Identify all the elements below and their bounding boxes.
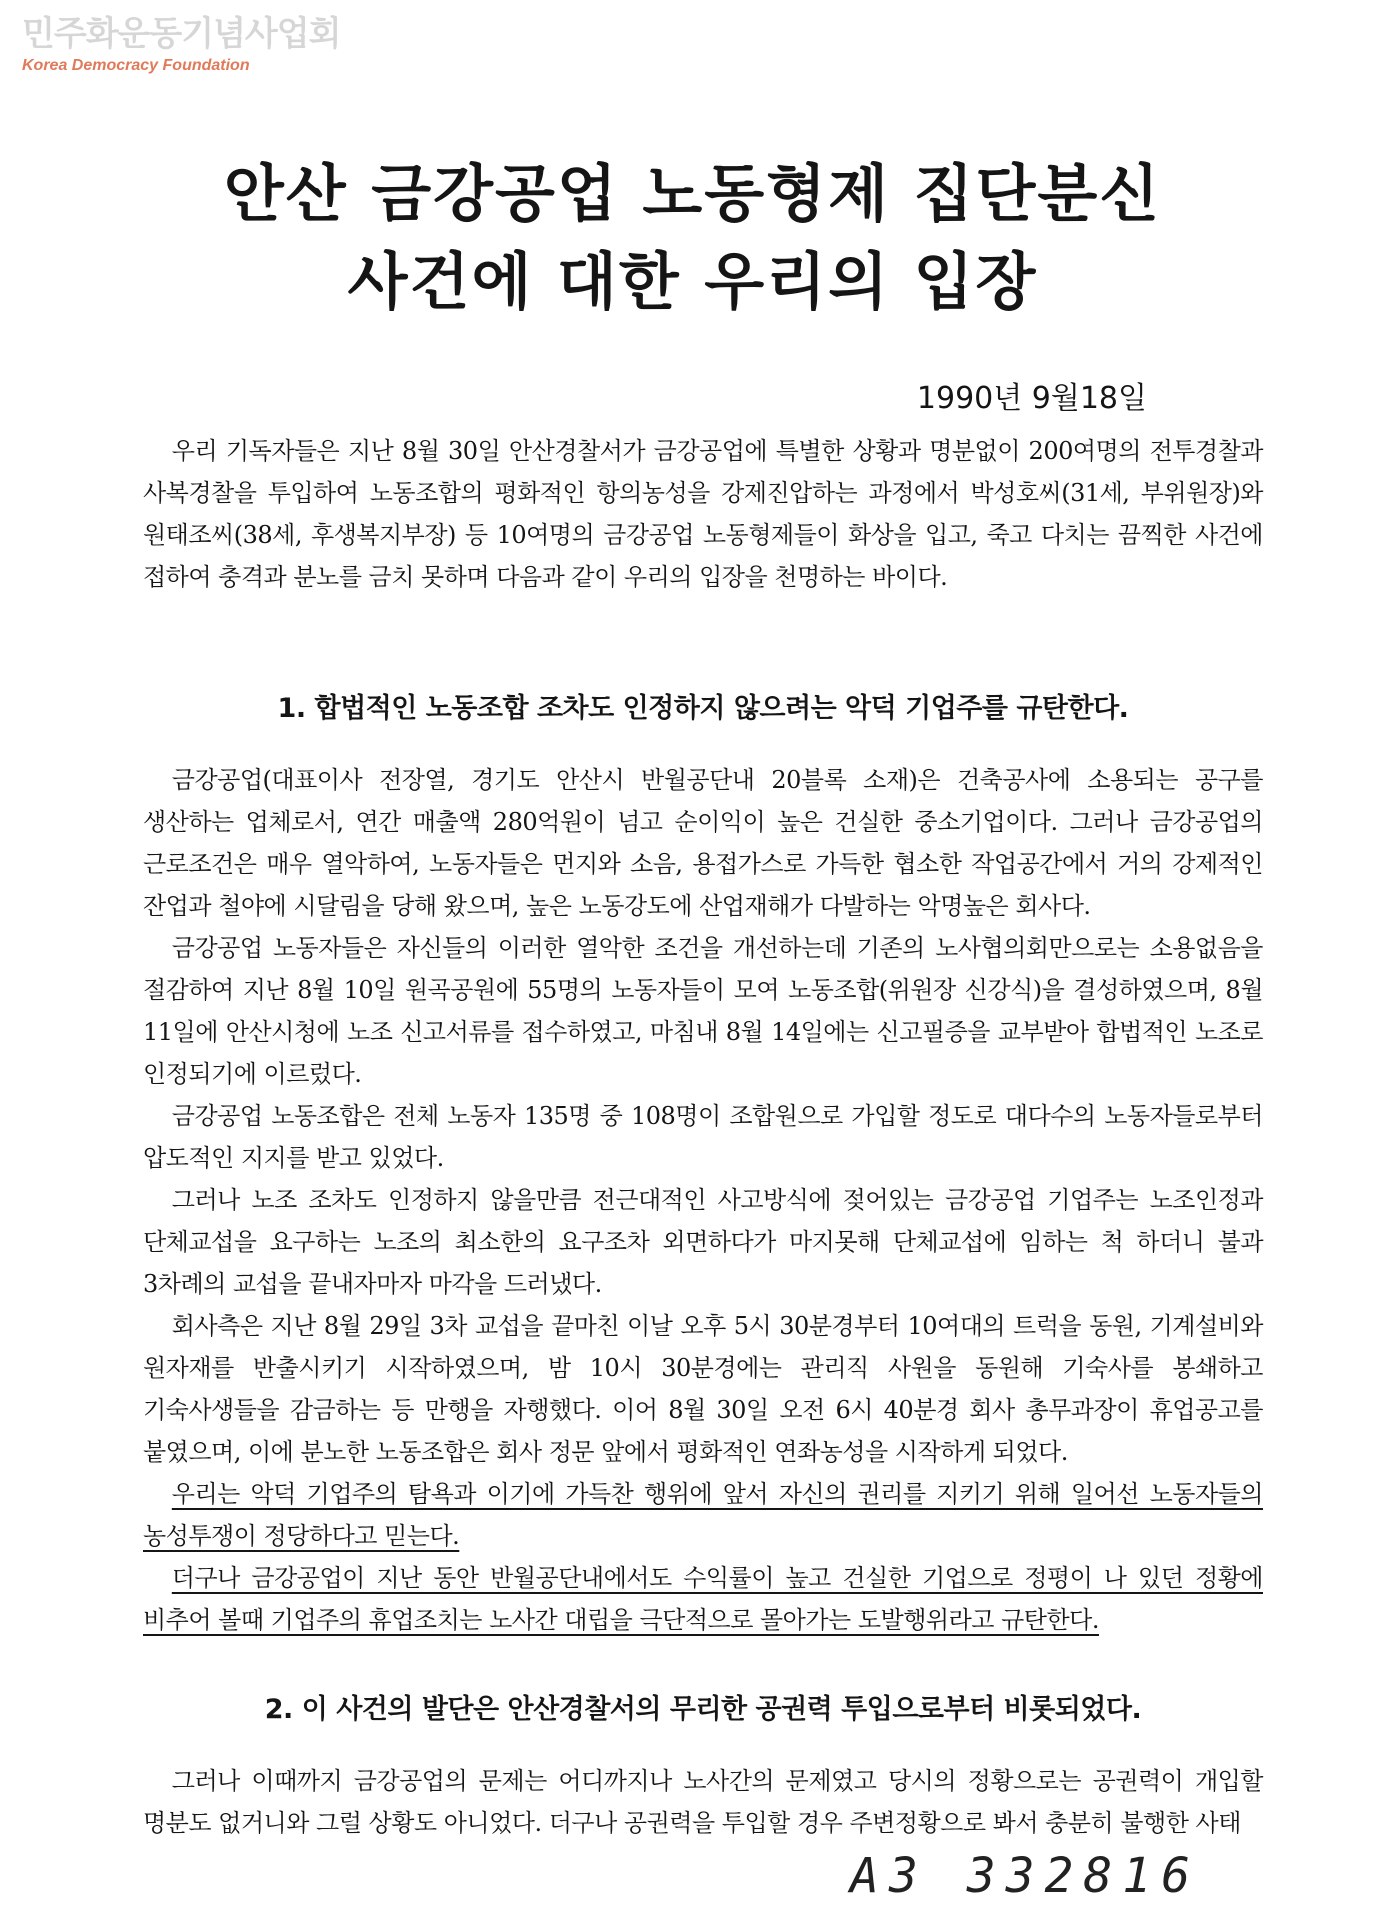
- section-1-paragraph-1: 금강공업(대표이사 전장열, 경기도 안산시 반월공단내 20블록 소재)은 건축공사에 소용되는 공구를 생산하는 업체로서, 연간 매출액 280억원이 넘고 순이익이 높은 건실한 중소기업이다. 그러나 금강공업의 근로조건은 매우 열악하여, 노동자들은 먼지와 소음, 용접가스로 가득한 협소한 작업공간에서 거의 강제적인 잔업과 철야에 시달림을 당해 왔으며, 높은 노동강도에 산업재해가 다발하는 악명높은 회사다.: [143, 766, 1263, 920]
- section-1-paragraph-6: [143, 1473, 1263, 1557]
- document-title: [0, 150, 1385, 326]
- document-date: 1990년 9월18일: [916, 381, 1147, 416]
- section-2-paragraph-1: 그러나 이때까지 금강공업의 문제는 어디까지나 노사간의 문제였고 당시의 정황으로는 공권력이 개입할 명분도 없거니와 그럴 상황도 아니었다. 더구나 공권력을 투입할 경우 주변정황으로 봐서 충분히 불행한 사태: [143, 1767, 1263, 1837]
- underlined-statement-1: 우리는 악덕 기업주의 탐욕과 이기에 가득찬 행위에 앞서 자신의 권리를 지키기 위해 일어선 노동자들의 농성투쟁이 정당하다고 믿는다.: [143, 1480, 1263, 1550]
- handwritten-annotation: A3 332816: [850, 1848, 1201, 1904]
- section-2-heading: 2. 이 사건의 발단은 안산경찰서의 무리한 공권력 투입으로부터 비롯되었다.: [264, 1694, 1142, 1725]
- section-1-heading: 1. 합법적인 노동조합 조차도 인정하지 않으려는 악덕 기업주를 규탄한다.: [277, 693, 1129, 724]
- section-1-paragraph-5: 회사측은 지난 8월 29일 3차 교섭을 끝마친 이날 오후 5시 30분경부터 10여대의 트럭을 동원, 기계설비와 원자재를 반출시키기 시작하였으며, 밤 10시 30분경에는 관리직 사원을 동원해 기숙사를 봉쇄하고 기숙사생들을 감금하는 등 만행을 자행했다. 이어 8월 30일 오전 6시 40분경 회사 총무과장이 휴업공고를 붙였으며, 이에 분노한 노동조합은 회사 정문 앞에서 평화적인 연좌농성을 시작하게 되었다.: [143, 1312, 1263, 1466]
- title-line-2: 사건에 대한 우리의 입장: [347, 245, 1038, 318]
- underlined-statement-2: 더구나 금강공업이 지난 동안 반월공단내에서도 수익률이 높고 건실한 기업으로 정평이 나 있던 정황에 비추어 볼때 기업주의 휴업조치는 노사간 대립을 극단적으로 몰아가는 도발행위라고 규탄한다.: [143, 1564, 1263, 1634]
- watermark-korean: 민주화운동기념사업회: [22, 14, 341, 54]
- intro-paragraph: 우리 기독자들은 지난 8월 30일 안산경찰서가 금강공업에 특별한 상황과 명분없이 200여명의 전투경찰과 사복경찰을 투입하여 노동조합의 평화적인 항의농성을 강제진압하는 과정에서 박성호씨(31세, 부위원장)와 원태조씨(38세, 후생복지부장) 등 10여명의 금강공업 노동형제들이 화상을 입고, 죽고 다치는 끔찍한 사건에 접하여 충격과 분노를 금치 못하며 다음과 같이 우리의 입장을 천명하는 바이다.: [143, 437, 1263, 591]
- document-body: [143, 430, 1263, 1844]
- watermark: [22, 14, 340, 76]
- section-1-paragraph-2: 금강공업 노동자들은 자신들의 이러한 열악한 조건을 개선하는데 기존의 노사협의회만으로는 소용없음을 절감하여 지난 8월 10일 원곡공원에 55명의 노동자들이 모여 노동조합(위원장 신강식)을 결성하였으며, 8월 11일에 안산시청에 노조 신고서류를 접수하였고, 마침내 8월 14일에는 신고필증을 교부받아 합법적인 노조로 인정되기에 이르렀다.: [143, 934, 1263, 1088]
- title-line-1: 안산 금강공업 노동형제 집단분신: [223, 157, 1162, 230]
- watermark-english: Korea Democracy Foundation: [22, 57, 250, 74]
- section-1-paragraph-7: [143, 1557, 1263, 1641]
- section-1-paragraph-3: 금강공업 노동조합은 전체 노동자 135명 중 108명이 조합원으로 가입할 정도로 대다수의 노동자들로부터 압도적인 지지를 받고 있었다.: [143, 1102, 1263, 1172]
- section-1-paragraph-4: 그러나 노조 조차도 인정하지 않을만큼 전근대적인 사고방식에 젖어있는 금강공업 기업주는 노조인정과 단체교섭을 요구하는 노조의 최소한의 요구조차 외면하다가 마지못해 단체교섭에 임하는 척 하더니 불과 3차례의 교섭을 끝내자마자 마각을 드러냈다.: [143, 1186, 1263, 1298]
